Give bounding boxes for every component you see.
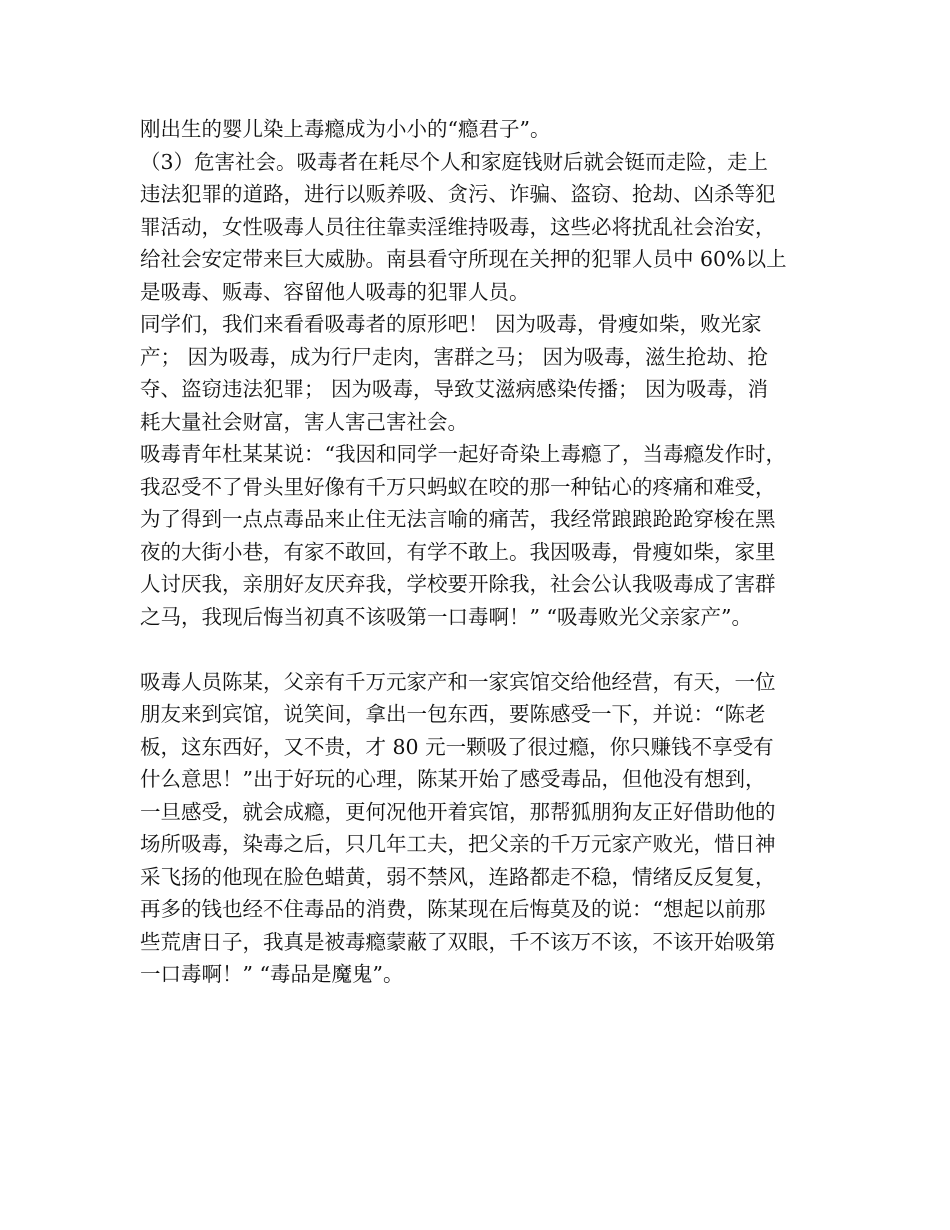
text-line: 产； 因为吸毒，成为行尸走肉，害群之马； 因为吸毒，滋生抢劫、抢	[140, 344, 769, 369]
text-line: 吸毒人员陈某，父亲有千万元家产和一家宾馆交给他经营，有天，一位	[140, 669, 776, 694]
text-line: 是吸毒、贩毒、容留他人吸毒的犯罪人员。	[140, 279, 530, 304]
text-line: 些荒唐日子，我真是被毒瘾蒙蔽了双眼，千不该万不该，不该开始吸第	[140, 929, 776, 954]
text-line: 夺、盗窃违法犯罪； 因为吸毒，导致艾滋病感染传播； 因为吸毒，消	[140, 377, 769, 401]
text-line: 同学们，我们来看看吸毒者的原形吧！ 因为吸毒，骨瘦如柴，败光家	[140, 312, 762, 336]
text-line: 刚出生的婴儿染上毒瘾成为小小的“瘾君子”。	[140, 117, 551, 141]
text-line: 罪活动，女性吸毒人员往往靠卖淫维持吸毒，这些必将扰乱社会治安，	[140, 214, 776, 239]
text-line: 场所吸毒，染毒之后，只几年工夫，把父亲的千万元家产败光，惜日神	[140, 832, 776, 856]
text-line: 违法犯罪的道路，进行以贩养吸、贪污、诈骗、盗窃、抢劫、凶杀等犯	[140, 182, 776, 206]
text-line: 夜的大街小巷，有家不敢回，有学不敢上。我因吸毒，骨瘦如柴，家里	[140, 539, 776, 564]
text-line: 我忍受不了骨头里好像有千万只蚂蚁在咬的那一种钻心的疼痛和难受，	[140, 474, 776, 499]
text-line: 耗大量社会财富，害人害己害社会。	[140, 409, 468, 434]
text-line: 什么意思！”出于好玩的心理，陈某开始了感受毒品，但他没有想到，	[140, 767, 766, 791]
text-line: 朋友来到宾馆，说笑间，拿出一包东西，要陈感受一下，并说：“陈老	[140, 702, 766, 726]
text-line: 再多的钱也经不住毒品的消费，陈某现在后悔莫及的说：“想起以前那	[140, 897, 766, 921]
paragraph-gap	[140, 633, 830, 666]
text-line: 吸毒青年杜某某说：“我因和同学一起好奇染上毒瘾了，当毒瘾发作时，	[140, 442, 786, 466]
text-line: 为了得到一点点毒品来止住无法言喻的痛苦，我经常踉踉跄跄穿梭在黑	[140, 507, 776, 531]
text-line: 之马，我现后悔当初真不该吸第一口毒啊！” “吸毒败光父亲家产”。	[140, 604, 752, 629]
text-line: 一旦感受，就会成瘾，更何况他开着宾馆，那帮狐朋狗友正好借助他的	[140, 799, 776, 824]
text-line: 板，这东西好，又不贵，才 80 元一颗吸了很过瘾，你只赚钱不享受有	[140, 734, 774, 759]
text-line: 采飞扬的他现在脸色蜡黄，弱不禁风，连路都走不稳，情绪反反复复，	[140, 864, 776, 889]
document-text-block	[140, 113, 830, 991]
text-line: 人讨厌我，亲朋好友厌弃我，学校要开除我，社会公认我吸毒成了害群	[140, 572, 776, 596]
text-line: （3）危害社会。吸毒者在耗尽个人和家庭钱财后就会铤而走险，走上	[140, 149, 769, 174]
text-line: 一口毒啊！” “毒品是魔鬼”。	[140, 962, 404, 986]
text-line: 给社会安定带来巨大威胁。南县看守所现在关押的犯罪人员中 60%以上	[140, 247, 787, 271]
